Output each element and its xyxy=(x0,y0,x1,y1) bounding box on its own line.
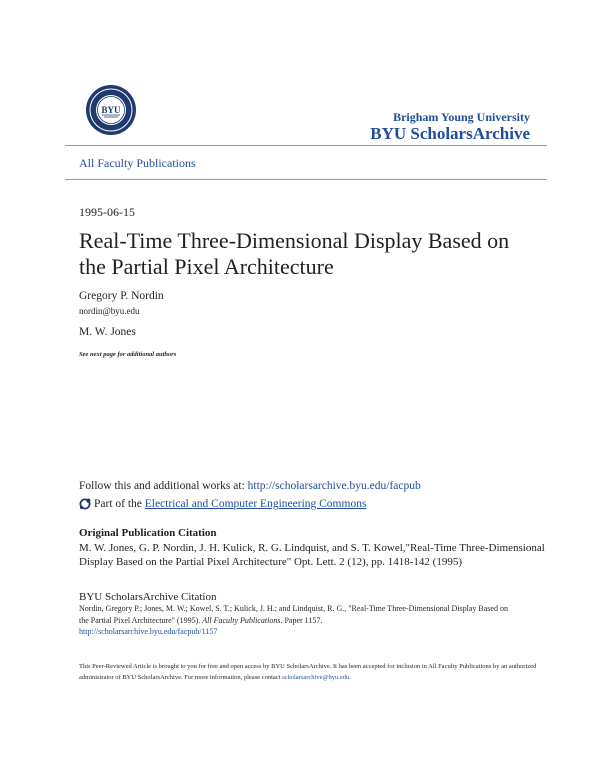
archive-citation-line xyxy=(79,615,549,627)
university-name: Brigham Young University xyxy=(393,110,530,124)
footer-notice xyxy=(79,661,554,683)
citation-end: . Paper 1157. xyxy=(280,615,323,625)
footer-text: This Peer-Reviewed Article is brought to you for free and open access by BYU ScholarsArchive. It has been accepted for inclusion in All Faculty Publications by an authorized administrator of BYU ScholarsArchive. For more information, please contact xyxy=(79,663,537,681)
part-of-line xyxy=(79,498,366,510)
author-name: M. W. Jones xyxy=(79,326,136,338)
page-title: Real-Time Three-Dimensional Display Based on the Partial Pixel Architecture xyxy=(79,228,510,279)
archive-citation-heading: BYU ScholarsArchive Citation xyxy=(79,591,217,603)
header-divider xyxy=(65,145,547,146)
contact-email-link[interactable]: scholarsarchive@byu.edu xyxy=(282,674,350,681)
publication-date: 1995-06-15 xyxy=(79,205,135,219)
commons-link[interactable]: Electrical and Computer Engineering Commons xyxy=(144,498,367,510)
seal-text: BYU xyxy=(101,105,121,115)
byu-seal-icon xyxy=(85,84,137,136)
facpub-link[interactable]: http://scholarsarchive.byu.edu/facpub xyxy=(247,480,421,492)
author-name: Gregory P. Nordin xyxy=(79,290,164,302)
citation-plain: the Partial Pixel Architecture" (1995). xyxy=(79,615,203,625)
archive-name[interactable]: BYU ScholarsArchive xyxy=(370,124,530,143)
additional-authors-note: See next page for additional authors xyxy=(79,351,177,358)
collection-divider xyxy=(65,179,547,180)
archive-citation-line: Nordin, Gregory P.; Jones, M. W.; Kowel, S. T.; Kulick, J. H.; and Lindquist, R. G., "Real-Time Three-Dimensional Display Based on xyxy=(79,604,508,613)
citation-series: All Faculty Publications xyxy=(202,615,281,625)
citation-url-link[interactable]: http://scholarsarchive.byu.edu/facpub/1157 xyxy=(79,627,218,636)
network-commons-icon xyxy=(79,498,91,510)
archive-citation-text xyxy=(79,603,549,638)
original-citation-text: M. W. Jones, G. P. Nordin, J. H. Kulick, R. G. Lindquist, and S. T. Kowel,"Real-Time Three-Dimensional Display Based on the Partial Pixel Architecture" Opt. Lett. 2 (12), pp. 1418-142 (1995) xyxy=(79,542,545,568)
follow-prefix: Follow this and additional works at: xyxy=(79,480,248,492)
collection-link[interactable]: All Faculty Publications xyxy=(79,156,196,170)
part-of-prefix: Part of the xyxy=(94,498,145,510)
follow-line xyxy=(79,480,421,492)
institution-header xyxy=(370,110,530,144)
author-email[interactable]: nordin@byu.edu xyxy=(79,306,140,316)
footer-end: . xyxy=(349,674,351,681)
original-citation-heading: Original Publication Citation xyxy=(79,527,217,539)
